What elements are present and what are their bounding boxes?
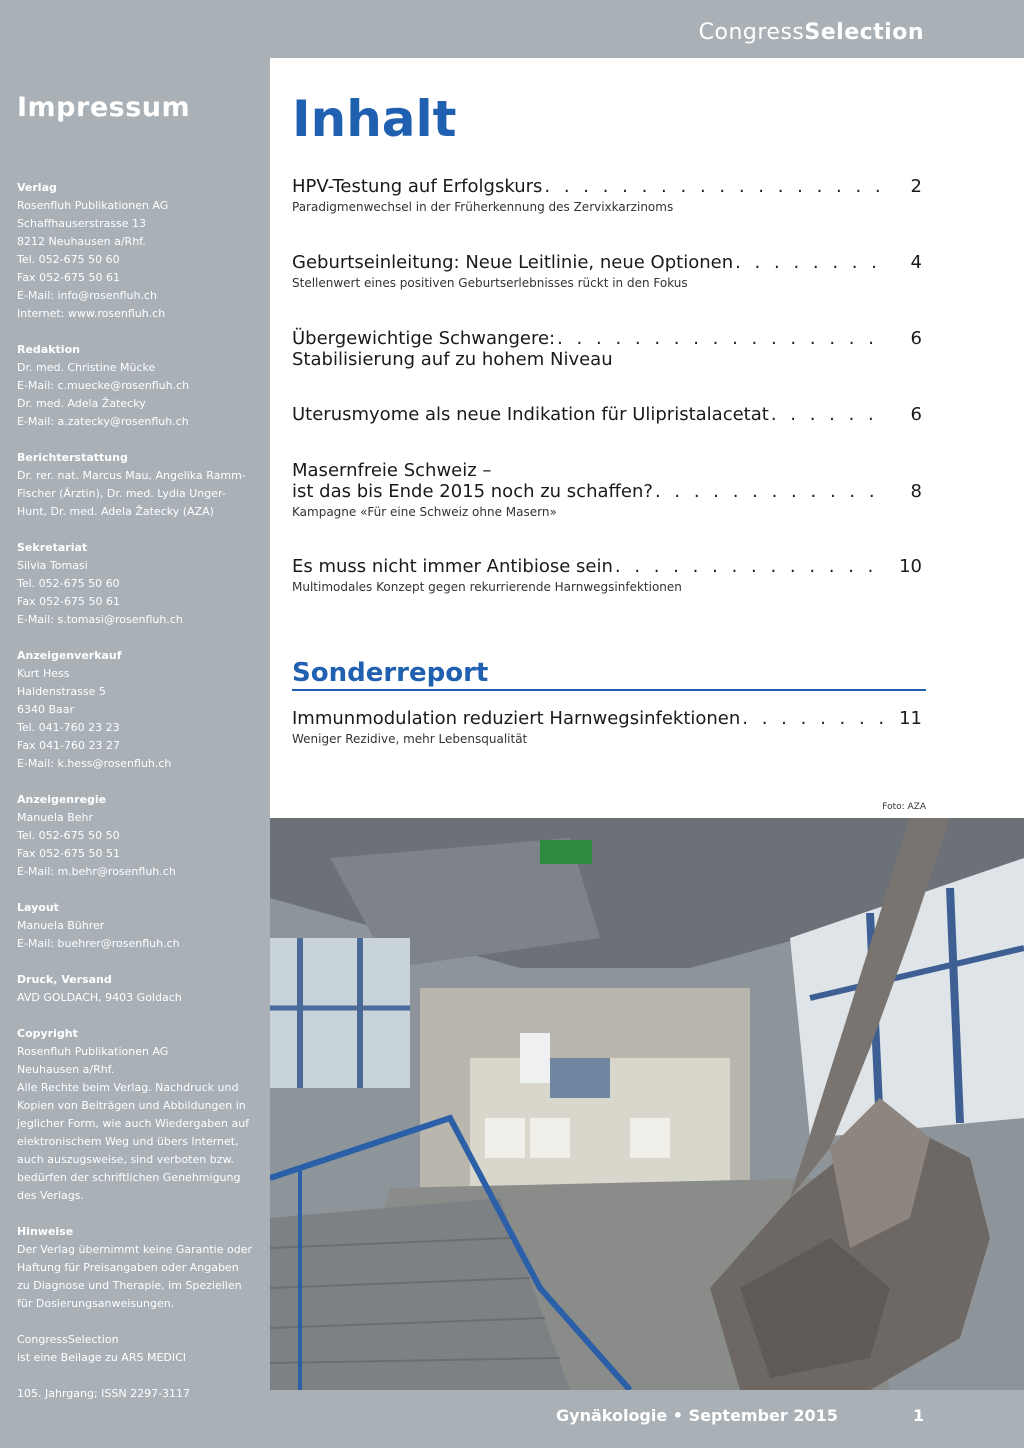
impressum-line: Der Verlag übernimmt keine Garantie oder bbox=[17, 1243, 252, 1256]
impressum-line: E-Mail: a.zatecky@rosenfluh.ch bbox=[17, 415, 189, 428]
footer-page-number: 1 bbox=[913, 1406, 925, 1425]
impressum-line: Kopien von Beiträgen und Abbildungen in bbox=[17, 1099, 246, 1112]
impressum-line: Dr. med. Christine Mücke bbox=[17, 361, 156, 374]
impressum-line: jeglicher Form, wie auch Wiedergaben auf bbox=[17, 1117, 250, 1130]
toc-entry-subtitle: Weniger Rezidive, mehr Lebensqualität bbox=[292, 732, 528, 746]
toc-entry-title: HPV-Testung auf Erfolgskurs bbox=[292, 176, 543, 197]
impressum-section-heading: Layout bbox=[17, 901, 59, 914]
impressum-section bbox=[17, 1025, 259, 1205]
toc-page-number: 10 bbox=[899, 556, 922, 577]
issn-line: 105. Jahrgang; ISSN 2297-3117 bbox=[17, 1387, 191, 1400]
impressum-line: für Dosierungsanweisungen. bbox=[17, 1297, 175, 1310]
toc-entry-title: Masernfreie Schweiz – bbox=[292, 460, 492, 481]
impressum-line: bedürfen der schriftlichen Genehmigung bbox=[17, 1171, 241, 1184]
toc-leader-dots bbox=[771, 404, 888, 425]
impressum-line: 6340 Baar bbox=[17, 703, 75, 716]
impressum-line: Tel. 041-760 23 23 bbox=[17, 721, 120, 734]
impressum-line: 8212 Neuhausen a/Rhf. bbox=[17, 235, 146, 248]
impressum-line: Fax 052-675 50 61 bbox=[17, 595, 121, 608]
impressum-line: Fischer (Ärztin), Dr. med. Lydia Unger- bbox=[17, 487, 226, 500]
brand-logo bbox=[699, 20, 924, 45]
toc-entry-subtitle: Multimodales Konzept gegen rekurrierende Harnwegsinfektionen bbox=[292, 580, 682, 594]
photo-credit: Foto: AZA bbox=[882, 802, 926, 812]
toc-entry[interactable] bbox=[292, 252, 922, 291]
impressum-line: Alle Rechte beim Verlag. Nachdruck und bbox=[17, 1081, 239, 1094]
toc-page-number: 4 bbox=[910, 252, 922, 273]
impressum-line: Internet: www.rosenfluh.ch bbox=[17, 307, 166, 320]
footer-issue: Gynäkologie • September 2015 bbox=[556, 1406, 838, 1425]
impressum-line: E-Mail: info@rosenfluh.ch bbox=[17, 289, 157, 302]
impressum-line: Silvia Tomasi bbox=[17, 559, 88, 572]
impressum-section-heading: Berichterstattung bbox=[17, 451, 128, 464]
impressum-line: Fax 041-760 23 27 bbox=[17, 739, 121, 752]
toc-page-number: 8 bbox=[910, 481, 922, 502]
impressum-line: Tel. 052-675 50 60 bbox=[17, 253, 120, 266]
toc-entry-title-line2: ist das bis Ende 2015 noch zu schaffen? bbox=[292, 481, 653, 502]
toc-leader-dots bbox=[557, 328, 888, 349]
impressum-line: AVD GOLDACH, 9403 Goldach bbox=[17, 991, 182, 1004]
toc-entry-title: Geburtseinleitung: Neue Leitlinie, neue Optionen bbox=[292, 252, 734, 273]
brand-light: Congress bbox=[698, 20, 805, 45]
toc-entry[interactable] bbox=[292, 460, 922, 520]
impressum-section-heading: Sekretariat bbox=[17, 541, 88, 554]
impressum-line: Manuela Behr bbox=[17, 811, 94, 824]
toc-entry-title: Immunmodulation reduziert Harnwegsinfektionen bbox=[292, 708, 741, 729]
impressum-line: Dr. med. Adela Žatecky bbox=[17, 397, 146, 410]
toc-entry-title: Es muss nicht immer Antibiose sein bbox=[292, 556, 613, 577]
note-line: CongressSelection bbox=[17, 1333, 119, 1346]
impressum-section bbox=[17, 971, 259, 1007]
impressum-sections bbox=[17, 179, 259, 1313]
impressum-section-heading: Hinweise bbox=[17, 1225, 74, 1238]
impressum-line: Manuela Bührer bbox=[17, 919, 105, 932]
impressum-line: Kurt Hess bbox=[17, 667, 70, 680]
impressum-line: Rosenfluh Publikationen AG bbox=[17, 199, 169, 212]
impressum-line: Haftung für Preisangaben oder Angaben bbox=[17, 1261, 239, 1274]
toc-page-number: 2 bbox=[910, 176, 922, 197]
impressum-line: E-Mail: buehrer@rosenfluh.ch bbox=[17, 937, 180, 950]
brand-bold: Selection bbox=[804, 20, 924, 45]
impressum-section bbox=[17, 341, 259, 431]
impressum-line: elektronischem Weg und übers Internet, bbox=[17, 1135, 239, 1148]
toc-page-number: 6 bbox=[910, 328, 922, 349]
toc-entry[interactable] bbox=[292, 404, 922, 425]
congress-hall-photo bbox=[270, 818, 1024, 1390]
impressum-section bbox=[17, 899, 259, 953]
toc-leader-dots bbox=[735, 252, 888, 273]
toc-leader-dots bbox=[742, 708, 888, 729]
impressum-line: E-Mail: s.tomasi@rosenfluh.ch bbox=[17, 613, 183, 626]
toc-entry-subtitle: Stellenwert eines positiven Geburtserlebnisses rückt in den Fokus bbox=[292, 276, 688, 290]
impressum-section bbox=[17, 179, 259, 323]
contents-title: Inhalt bbox=[292, 90, 457, 148]
toc-entry-title: Uterusmyome als neue Indikation für Ulipristalacetat bbox=[292, 404, 769, 425]
impressum-line: E-Mail: k.hess@rosenfluh.ch bbox=[17, 757, 172, 770]
toc-entry-title: Übergewichtige Schwangere: bbox=[292, 328, 556, 349]
impressum-line: E-Mail: c.muecke@rosenfluh.ch bbox=[17, 379, 190, 392]
toc-entry-subtitle: Kampagne «Für eine Schweiz ohne Masern» bbox=[292, 505, 557, 519]
impressum-note bbox=[17, 1331, 259, 1367]
impressum-title: Impressum bbox=[17, 92, 191, 123]
impressum-line: Tel. 052-675 50 60 bbox=[17, 577, 120, 590]
toc-entry[interactable] bbox=[292, 556, 922, 595]
impressum-line: Tel. 052-675 50 50 bbox=[17, 829, 120, 842]
toc-entry-subtitle: Paradigmenwechsel in der Früherkennung des Zervixkarzinoms bbox=[292, 200, 674, 214]
impressum-line: Schaffhauserstrasse 13 bbox=[17, 217, 147, 230]
impressum-section bbox=[17, 539, 259, 629]
impressum-section-heading: Copyright bbox=[17, 1027, 78, 1040]
note-line: ist eine Beilage zu ARS MEDICI bbox=[17, 1351, 187, 1364]
impressum-line: E-Mail: m.behr@rosenfluh.ch bbox=[17, 865, 176, 878]
toc-leader-dots bbox=[655, 481, 888, 502]
impressum-section-heading: Redaktion bbox=[17, 343, 80, 356]
impressum-section-heading: Druck, Versand bbox=[17, 973, 112, 986]
impressum-line: zu Diagnose und Therapie, im Speziellen bbox=[17, 1279, 242, 1292]
toc-entry[interactable] bbox=[292, 328, 922, 370]
impressum-section bbox=[17, 791, 259, 881]
toc-page-number: 6 bbox=[910, 404, 922, 425]
impressum-line: Hunt, Dr. med. Adela Žatecky (AZA) bbox=[17, 505, 214, 518]
toc-entry-special[interactable] bbox=[292, 708, 922, 747]
impressum-section bbox=[17, 647, 259, 773]
impressum-line: Fax 052-675 50 51 bbox=[17, 847, 121, 860]
toc-page-number: 11 bbox=[899, 708, 922, 729]
toc-leader-dots bbox=[615, 556, 888, 577]
impressum-section bbox=[17, 449, 259, 521]
impressum-line: Neuhausen a/Rhf. bbox=[17, 1063, 115, 1076]
impressum-section-heading: Verlag bbox=[17, 181, 57, 194]
impressum-column bbox=[17, 92, 259, 1403]
impressum-section bbox=[17, 1223, 259, 1313]
impressum-section-heading: Anzeigenregie bbox=[17, 793, 107, 806]
contents-panel bbox=[270, 58, 1024, 818]
special-report-heading: Sonderreport bbox=[292, 658, 926, 691]
impressum-line: Rosenfluh Publikationen AG bbox=[17, 1045, 169, 1058]
toc-entry-title-line2: Stabilisierung auf zu hohem Niveau bbox=[292, 349, 613, 370]
impressum-line: auch auszugsweise, sind verboten bzw. bbox=[17, 1153, 234, 1166]
impressum-line: Fax 052-675 50 61 bbox=[17, 271, 121, 284]
impressum-line: des Verlags. bbox=[17, 1189, 84, 1202]
impressum-line: Haldenstrasse 5 bbox=[17, 685, 106, 698]
impressum-line: Dr. rer. nat. Marcus Mau, Angelika Ramm- bbox=[17, 469, 246, 482]
toc-leader-dots bbox=[544, 176, 888, 197]
toc-entry[interactable] bbox=[292, 176, 922, 215]
impressum-section-heading: Anzeigenverkauf bbox=[17, 649, 122, 662]
